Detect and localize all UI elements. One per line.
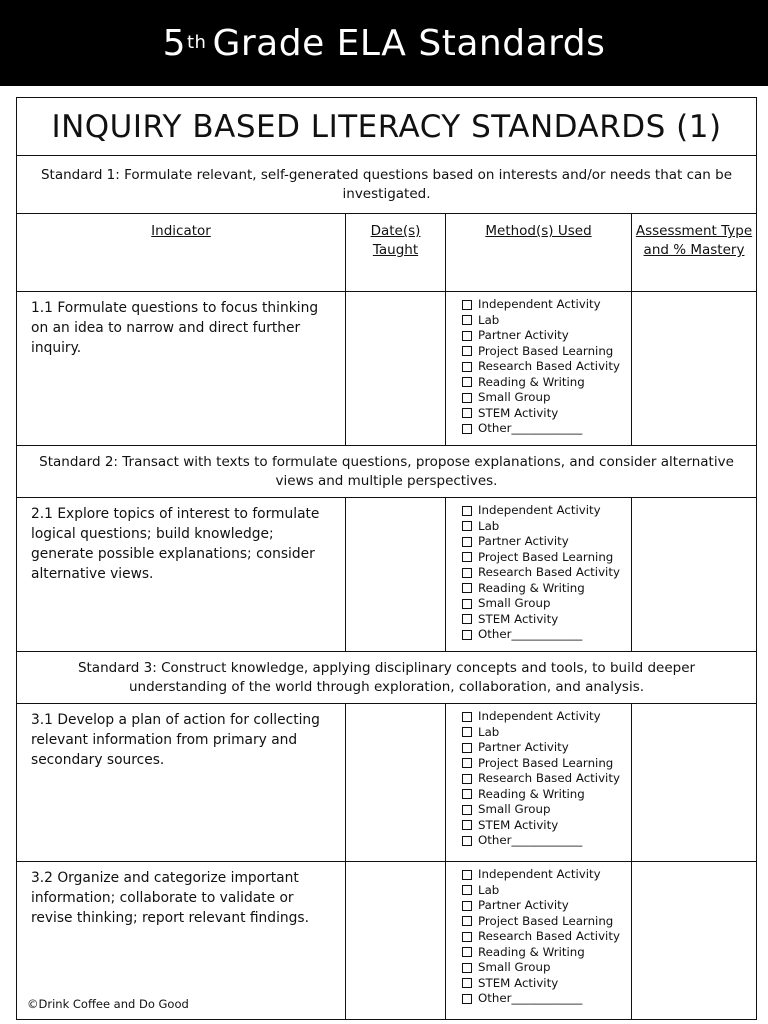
method-option-label: Lab <box>478 724 500 739</box>
method-option-label: Other____________ <box>478 833 583 847</box>
method-option[interactable] <box>462 375 631 391</box>
method-option-label: Independent Activity <box>478 709 601 723</box>
checkbox-icon[interactable] <box>462 614 472 624</box>
method-option[interactable] <box>462 991 631 1007</box>
method-option[interactable] <box>462 406 631 422</box>
method-option-label: Small Group <box>478 596 551 610</box>
checkbox-icon[interactable] <box>462 521 472 531</box>
method-option[interactable] <box>462 960 631 976</box>
checkbox-icon[interactable] <box>462 315 472 325</box>
method-option[interactable] <box>462 818 631 834</box>
method-option[interactable] <box>462 740 631 756</box>
method-option-label: Small Group <box>478 802 551 816</box>
indicator-row <box>17 862 757 1020</box>
method-option-label: Reading & Writing <box>478 580 585 595</box>
method-option-label: STEM Activity <box>478 611 559 626</box>
indicator-3-2: 3.2 Organize and categorize important information; collaborate to validate or revise thinking; report relevant findings. <box>17 862 346 1020</box>
method-option[interactable] <box>462 359 631 375</box>
checkbox-icon[interactable] <box>462 963 472 973</box>
method-option[interactable] <box>462 550 631 566</box>
checkbox-icon[interactable] <box>462 978 472 988</box>
method-option[interactable] <box>462 313 631 329</box>
indicator-row <box>17 498 757 652</box>
checkbox-icon[interactable] <box>462 820 472 830</box>
method-option[interactable] <box>462 581 631 597</box>
method-option[interactable] <box>462 802 631 818</box>
method-option-label: Other____________ <box>478 991 583 1005</box>
assessment-cell[interactable] <box>632 862 757 1020</box>
standard-2-row: Standard 2: Transact with texts to formulate questions, propose explanations, and consider alternative views and multiple perspectives. <box>17 446 757 498</box>
method-option[interactable] <box>462 787 631 803</box>
methods-cell <box>446 498 632 652</box>
method-option-label: Independent Activity <box>478 503 601 517</box>
column-header-assessment: Assessment Type and % Mastery <box>632 214 757 292</box>
checkbox-icon[interactable] <box>462 712 472 722</box>
indicator-1-1: 1.1 Formulate questions to focus thinking on an idea to narrow and direct further inquiry. <box>17 292 346 446</box>
method-option[interactable] <box>462 390 631 406</box>
checkbox-icon[interactable] <box>462 331 472 341</box>
method-option-label: Research Based Activity <box>478 359 620 373</box>
indicator-row <box>17 292 757 446</box>
method-option[interactable] <box>462 898 631 914</box>
standards-table <box>16 97 757 1020</box>
table-title: INQUIRY BASED LITERACY STANDARDS (1) <box>17 98 757 156</box>
standard-1-row: Standard 1: Formulate relevant, self-generated questions based on interests and/or needs that can be investigated. <box>17 156 757 214</box>
method-option-label: STEM Activity <box>478 817 559 832</box>
method-option-label: Small Group <box>478 390 551 404</box>
method-option-label: STEM Activity <box>478 975 559 990</box>
method-option[interactable] <box>462 344 631 360</box>
method-option-label: Small Group <box>478 960 551 974</box>
indicator-row <box>17 704 757 862</box>
assessment-cell[interactable] <box>632 292 757 446</box>
methods-checklist <box>446 704 631 849</box>
method-option[interactable] <box>462 627 631 643</box>
method-option-label: Lab <box>478 312 500 327</box>
method-option[interactable] <box>462 596 631 612</box>
column-header-dates: Date(s) Taught <box>346 214 446 292</box>
checkbox-icon[interactable] <box>462 552 472 562</box>
method-option[interactable] <box>462 565 631 581</box>
checkbox-icon[interactable] <box>462 870 472 880</box>
method-option-label: Partner Activity <box>478 898 569 912</box>
dates-taught-cell[interactable] <box>346 498 446 652</box>
method-option-label: Reading & Writing <box>478 374 585 389</box>
method-option-label: STEM Activity <box>478 405 559 420</box>
page-header: 5 th Grade ELA Standards <box>0 0 768 86</box>
dates-taught-cell[interactable] <box>346 862 446 1020</box>
method-option[interactable] <box>462 725 631 741</box>
method-option-label: Project Based Learning <box>478 913 614 928</box>
method-option[interactable] <box>462 833 631 849</box>
methods-cell <box>446 292 632 446</box>
method-option[interactable] <box>462 421 631 437</box>
checkbox-icon[interactable] <box>462 758 472 768</box>
checkbox-icon[interactable] <box>462 932 472 942</box>
checkbox-icon[interactable] <box>462 994 472 1004</box>
checkbox-icon[interactable] <box>462 947 472 957</box>
method-option[interactable] <box>462 328 631 344</box>
assessment-cell[interactable] <box>632 704 757 862</box>
method-option[interactable] <box>462 945 631 961</box>
method-option[interactable] <box>462 914 631 930</box>
method-option-label: Other____________ <box>478 627 583 641</box>
footer-credit: ©Drink Coffee and Do Good <box>27 997 189 1011</box>
method-option[interactable] <box>462 612 631 628</box>
assessment-cell[interactable] <box>632 498 757 652</box>
checkbox-icon[interactable] <box>462 836 472 846</box>
checkbox-icon[interactable] <box>462 408 472 418</box>
checkbox-icon[interactable] <box>462 424 472 434</box>
checkbox-icon[interactable] <box>462 537 472 547</box>
method-option[interactable] <box>462 976 631 992</box>
method-option-label: Reading & Writing <box>478 786 585 801</box>
checkbox-icon[interactable] <box>462 377 472 387</box>
checkbox-icon[interactable] <box>462 630 472 640</box>
method-option[interactable] <box>462 709 631 725</box>
column-header-indicator: Indicator <box>17 214 346 292</box>
method-option-label: Partner Activity <box>478 534 569 548</box>
checkbox-icon[interactable] <box>462 599 472 609</box>
column-header-methods: Method(s) Used <box>446 214 632 292</box>
checkbox-icon[interactable] <box>462 300 472 310</box>
method-option[interactable] <box>462 771 631 787</box>
method-option[interactable] <box>462 929 631 945</box>
method-option[interactable] <box>462 534 631 550</box>
checkbox-icon[interactable] <box>462 805 472 815</box>
checkbox-icon[interactable] <box>462 743 472 753</box>
checkbox-icon[interactable] <box>462 583 472 593</box>
method-option-label: Partner Activity <box>478 328 569 342</box>
dates-taught-cell[interactable] <box>346 292 446 446</box>
checkbox-icon[interactable] <box>462 901 472 911</box>
method-option-label: Project Based Learning <box>478 755 614 770</box>
checkbox-icon[interactable] <box>462 916 472 926</box>
checkbox-icon[interactable] <box>462 727 472 737</box>
methods-checklist <box>446 292 631 437</box>
dates-taught-cell[interactable] <box>346 704 446 862</box>
checkbox-icon[interactable] <box>462 568 472 578</box>
method-option[interactable] <box>462 519 631 535</box>
checkbox-icon[interactable] <box>462 506 472 516</box>
checkbox-icon[interactable] <box>462 362 472 372</box>
methods-checklist <box>446 862 631 1007</box>
method-option-label: Project Based Learning <box>478 343 614 358</box>
indicator-3-1: 3.1 Develop a plan of action for collecting relevant information from primary and secondary sources. <box>17 704 346 862</box>
method-option-label: Research Based Activity <box>478 771 620 785</box>
standard-3-row: Standard 3: Construct knowledge, applying disciplinary concepts and tools, to build deeper understanding of the world through exploration, collaboration, and analysis. <box>17 652 757 704</box>
method-option[interactable] <box>462 883 631 899</box>
method-option-label: Lab <box>478 882 500 897</box>
methods-cell <box>446 704 632 862</box>
checkbox-icon[interactable] <box>462 346 472 356</box>
checkbox-icon[interactable] <box>462 885 472 895</box>
header-title-number: 5 <box>162 22 186 64</box>
method-option-label: Reading & Writing <box>478 944 585 959</box>
methods-cell <box>446 862 632 1020</box>
method-option-label: Project Based Learning <box>478 549 614 564</box>
method-option-label: Lab <box>478 518 500 533</box>
method-option-label: Independent Activity <box>478 297 601 311</box>
method-option-label: Research Based Activity <box>478 929 620 943</box>
method-option-label: Other____________ <box>478 421 583 435</box>
header-title: Grade ELA Standards <box>212 22 606 64</box>
method-option-label: Partner Activity <box>478 740 569 754</box>
methods-checklist <box>446 498 631 643</box>
checkbox-icon[interactable] <box>462 774 472 784</box>
method-option-label: Research Based Activity <box>478 565 620 579</box>
checkbox-icon[interactable] <box>462 789 472 799</box>
indicator-2-1: 2.1 Explore topics of interest to formulate logical questions; build knowledge; generate possible explanations; consider alternative views. <box>17 498 346 652</box>
method-option[interactable] <box>462 297 631 313</box>
checkbox-icon[interactable] <box>462 393 472 403</box>
method-option[interactable] <box>462 867 631 883</box>
method-option-label: Independent Activity <box>478 867 601 881</box>
method-option[interactable] <box>462 756 631 772</box>
method-option[interactable] <box>462 503 631 519</box>
